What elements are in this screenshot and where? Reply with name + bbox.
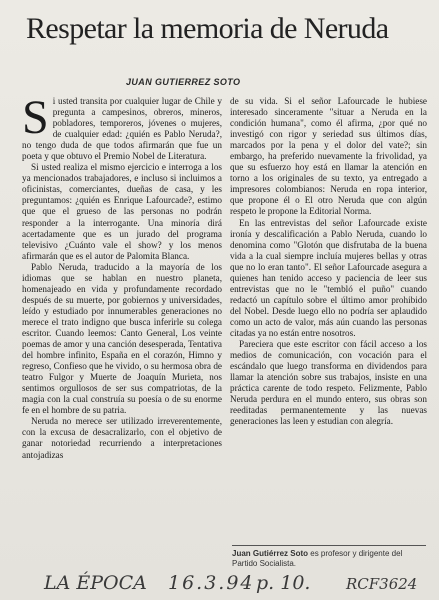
paragraph-4: Neruda no merece ser utilizado irreverentemente, con la excusa de desacralizarlo, con el objetivo de ganar notoriedad recurriendo a interpretaciones antojadizas xyxy=(22,416,222,460)
author-credit xyxy=(232,549,428,569)
paragraph-6: En las entrevistas del señor Lafourcade existe ironía y descalificación a Pablo Neruda, cuando lo denomina como "Glotón que disfrutaba de la buena vida a la cual siempre incluía mujeres bellas y otras que no lo eran tanto". El señor Lafourcade asegura a quienes han tenido acceso y paciencia de leer sus entrevistas que no le "tembló el puño" cuando redactó un capítulo sobre el último amor prohibido del Nobel. Desde luego ello no podría ser aplaudido como un acto de valor, más aún cuando las personas citadas ya no están entre nosotros. xyxy=(230,217,427,338)
paragraph-3: Pablo Neruda, traducido a la mayoría de los idiomas que se hablan en nuestro planeta, homenajeado en vida y profundamente recordado después de su muerte, por gobiernos y universidades, leído y estudiado por innumerables generaciones no merece el trato indigno que busca inferirle su colega escritor. Cuando leemos: Canto General, Los veinte poemas de amor y una canción desesperada, Tentativa del hombre infinito, España en el corazón, Himno y regreso, Confieso que he vivido, o su hermosa obra de teatro Fulgor y Muerte de Joaquín Murieta, nos sentimos orgullosos de ser sus compatriotas, de la magia con la cual construía su poesía o de su enorme fe en el hombre de su patria. xyxy=(22,261,222,416)
paragraph-7: Pareciera que este escritor con fácil acceso a los medios de comunicación, con vocación para el escándalo que luego transforma en dividendos para llamar la atención sobre sus trabajos, insiste en una práctica carente de todo respeto. Felizmente, Pablo Neruda perdura en el mundo entero, sus obras son reeditadas permanentemente y las nuevas generaciones las leen y estudian con alegría. xyxy=(230,339,427,427)
handwritten-date: 16.3.94 xyxy=(168,572,255,594)
paragraph-5: de su vida. Si el señor Lafourcade le hubiese interesado sinceramente "situar a Neruda en la condición humana", como él afirma, ¿por qué no investigó con rigor y seriedad sus últimos días, marcados por la pena y el dolor del vate?; sin embargo, ha preferido nuevamente la frivolidad, ya que su esfuerzo hoy está en llamar la atención en torno a los originales de su texto, ya entregado a impresores colombianos: Neruda en ropa interior, que propone él o El otro Neruda que con algún respeto le propone la Editorial Norma. xyxy=(230,96,427,217)
author-credit-name: Juan Gutiérrez Soto xyxy=(232,549,309,558)
paragraph-2: Si usted realiza el mismo ejercicio e interroga a los ya mencionados trabajadores, e incluso si incluimos a oficinistas, comerciantes, dueñas de casa, y les preguntamos: ¿quién es Enrique Lafourcade?, estimo que que el grueso de las personas no podrán responder a la interrogante. Una minoría dirá acertadamente que es un jurado del programa televisivo ¿Cuánto vale el show? y los menos afirmarán que es el autor de Palomita Blanca. xyxy=(22,162,222,261)
drop-cap: S xyxy=(22,91,49,144)
article-column-right xyxy=(230,96,427,427)
paragraph-1: Si usted transita por cualquier lugar de Chile y pregunta a campesinos, obreros, mineros, pobladores, temporeros, jóvenes o mujeres, de cualquier edad: ¿quién es Pablo Neruda?, no tengo duda de que todos afirmarán que fue un poeta y que obtuvo el Premio Nobel de Literatura. xyxy=(22,91,222,162)
article-headline: Respetar la memoria de Neruda xyxy=(26,12,389,45)
handwritten-source: LA ÉPOCA xyxy=(44,572,147,594)
author-credit-text: es profesor y dirigente del Partido Socialista. xyxy=(232,549,403,568)
handwritten-archive-code: RCF3624 xyxy=(346,575,418,593)
article-column-left xyxy=(22,91,222,461)
article-byline: JUAN GUTIERREZ SOTO xyxy=(126,77,241,87)
credit-divider xyxy=(232,545,426,546)
handwritten-page: p. 10. xyxy=(256,572,311,594)
